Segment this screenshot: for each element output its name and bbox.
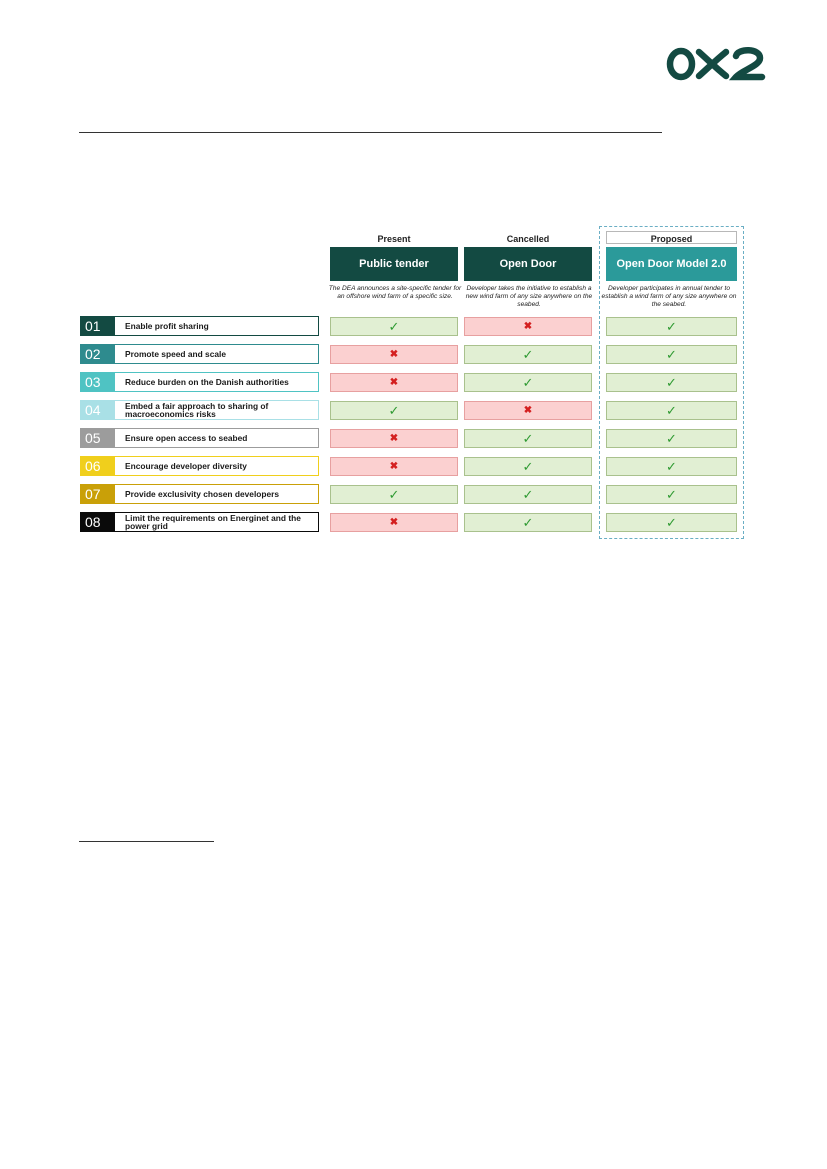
- row-label: Enable profit sharing: [114, 316, 319, 336]
- cross-icon: ✖: [464, 317, 592, 336]
- column-status-1: Present: [377, 234, 411, 244]
- cross-icon: ✖: [330, 345, 458, 364]
- row-number-badge: 05: [80, 428, 114, 448]
- check-icon: ✓: [606, 513, 737, 532]
- logo-o-shape: [670, 51, 692, 77]
- row-number-badge: 01: [80, 316, 114, 336]
- row-label: Embed a fair approach to sharing of macroeconomics risks: [114, 400, 319, 420]
- column-description-3: Developer participates in annual tender to establish a wind farm of any size anywhere on the seabed.: [601, 285, 737, 308]
- row-label: Provide exclusivity chosen developers: [114, 484, 319, 504]
- row-label: Limit the requirements on Energinet and the power grid: [114, 512, 319, 532]
- check-icon: ✓: [464, 429, 592, 448]
- column-title-2: Open Door: [464, 247, 592, 281]
- footnote-rule: [79, 841, 214, 842]
- check-icon: ✓: [606, 345, 737, 364]
- row-number-badge: 07: [80, 484, 114, 504]
- check-icon: ✓: [464, 485, 592, 504]
- check-icon: ✓: [606, 429, 737, 448]
- row-label: Ensure open access to seabed: [114, 428, 319, 448]
- row-label: Promote speed and scale: [114, 344, 319, 364]
- cross-icon: ✖: [330, 457, 458, 476]
- row-label: Reduce burden on the Danish authorities: [114, 372, 319, 392]
- check-icon: ✓: [464, 513, 592, 532]
- column-title-1: Public tender: [330, 247, 458, 281]
- check-icon: ✓: [606, 401, 737, 420]
- logo-x-shape: [699, 52, 726, 76]
- cross-icon: ✖: [330, 373, 458, 392]
- row-number-badge: 03: [80, 372, 114, 392]
- check-icon: ✓: [606, 457, 737, 476]
- column-description-2: Developer takes the initiative to establish a new wind farm of any size anywhere on the seabed.: [465, 285, 593, 308]
- check-icon: ✓: [330, 401, 458, 420]
- column-title-3: Open Door Model 2.0: [606, 247, 737, 281]
- check-icon: ✓: [330, 317, 458, 336]
- check-icon: ✓: [464, 373, 592, 392]
- check-icon: ✓: [464, 345, 592, 364]
- row-number-badge: 06: [80, 456, 114, 476]
- row-number-badge: 04: [80, 400, 114, 420]
- row-number-badge: 08: [80, 512, 114, 532]
- cross-icon: ✖: [464, 401, 592, 420]
- column-status-2: Cancelled: [506, 234, 550, 244]
- check-icon: ✓: [606, 317, 737, 336]
- top-rule: [79, 132, 662, 133]
- check-icon: ✓: [606, 373, 737, 392]
- cross-icon: ✖: [330, 513, 458, 532]
- logo-2-shape: [736, 50, 762, 77]
- check-icon: ✓: [330, 485, 458, 504]
- cross-icon: ✖: [330, 429, 458, 448]
- column-status-3: Proposed: [650, 234, 693, 244]
- ox2-logo: [666, 44, 766, 84]
- row-number-badge: 02: [80, 344, 114, 364]
- column-description-1: The DEA announces a site-specific tender for an offshore wind farm of a specific size.: [328, 285, 462, 300]
- check-icon: ✓: [464, 457, 592, 476]
- row-label: Encourage developer diversity: [114, 456, 319, 476]
- check-icon: ✓: [606, 485, 737, 504]
